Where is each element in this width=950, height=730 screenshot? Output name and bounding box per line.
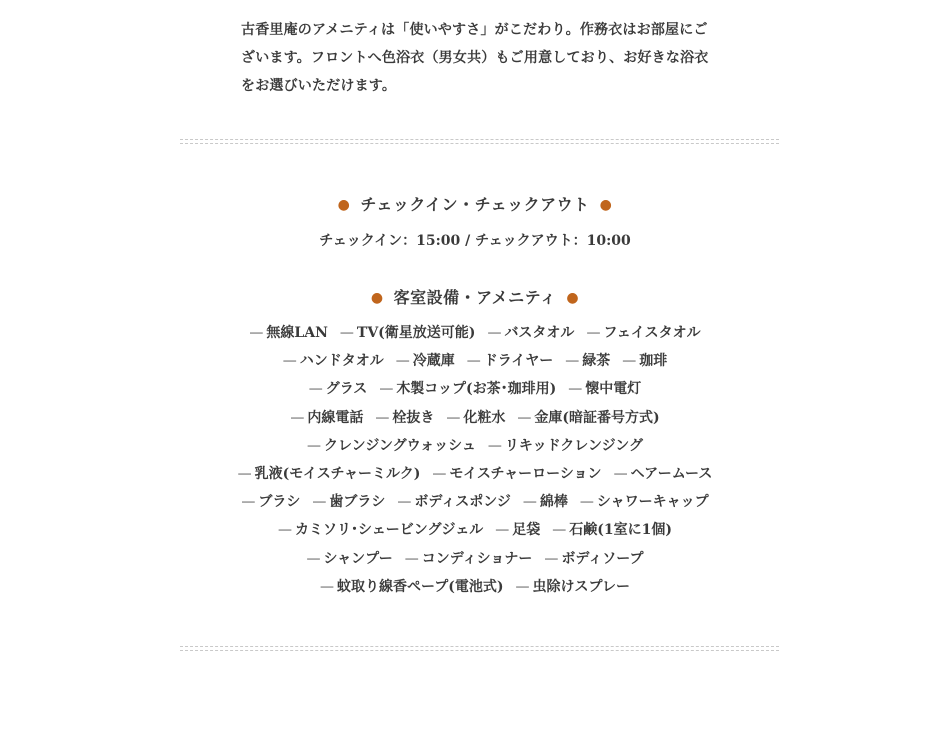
- amenity-label: ヘアームース: [630, 465, 713, 482]
- amenity-item: [375, 404, 434, 432]
- amenity-label: 乳液(モイスチャーミルク): [254, 465, 421, 482]
- amenity-label: 内線電話: [307, 409, 364, 426]
- amenity-item: [580, 488, 709, 516]
- amenity-item: [283, 347, 384, 375]
- amenity-row: [0, 460, 950, 488]
- amenity-label: 綿棒: [539, 494, 568, 511]
- amenity-label: 歯ブラシ: [329, 494, 386, 511]
- amenities-heading: [0, 285, 950, 308]
- amenity-label: ブラシ: [258, 494, 301, 511]
- amenity-item: [238, 460, 421, 488]
- amenity-label: グラス: [325, 381, 368, 398]
- amenity-item: [340, 319, 476, 347]
- dash-icon: —: [308, 381, 323, 398]
- dash-icon: —: [446, 409, 461, 426]
- amenity-label: 冷蔵庫: [412, 353, 455, 370]
- amenity-row: [0, 347, 950, 375]
- dash-icon: —: [395, 353, 410, 370]
- amenity-item: [278, 516, 483, 544]
- dash-icon: —: [487, 325, 502, 341]
- amenities-heading-text: 客室設備・アメニティ: [393, 288, 557, 307]
- amenity-row: [0, 375, 950, 403]
- amenity-item: [290, 404, 363, 432]
- amenity-row: [0, 573, 950, 601]
- amenity-item: [523, 488, 568, 516]
- dash-icon: —: [237, 465, 252, 482]
- amenity-item: [586, 319, 700, 347]
- checkin-heading: [0, 192, 950, 215]
- dash-icon: —: [466, 353, 481, 370]
- dash-icon: —: [375, 409, 390, 426]
- amenity-label: 足袋: [512, 522, 541, 539]
- amenity-label: 木製コップ(お茶･珈琲用): [396, 381, 557, 398]
- checkin-times: チェックイン：15:00 / チェックアウト：10:00: [319, 233, 631, 249]
- amenity-item: [495, 516, 540, 544]
- amenity-item: [379, 375, 556, 403]
- dash-icon: —: [282, 353, 297, 370]
- amenity-item: [320, 573, 504, 601]
- amenity-item: [622, 347, 667, 375]
- dash-icon: —: [487, 437, 502, 454]
- dash-icon: —: [552, 522, 567, 539]
- dash-icon: —: [432, 465, 447, 482]
- amenity-label: ドライヤー: [483, 353, 554, 370]
- dash-icon: —: [568, 381, 583, 398]
- amenity-label: ボディスポンジ: [414, 494, 511, 511]
- checkin-heading-text: チェックイン・チェックアウト: [360, 195, 590, 214]
- dash-icon: —: [517, 409, 532, 426]
- bullet-dot-icon: ●: [370, 290, 384, 306]
- amenity-item: [397, 488, 511, 516]
- dash-icon: —: [278, 522, 293, 539]
- amenity-label: シャンプー: [323, 550, 393, 567]
- amenity-label: 栓抜き: [392, 409, 435, 426]
- dash-icon: —: [565, 353, 580, 370]
- amenity-item: [249, 319, 328, 347]
- amenity-label: 化粧水: [463, 409, 506, 426]
- intro-line: ざいます。フロントへ色浴衣（男女共）もご用意しており、お好きな浴衣: [241, 50, 709, 66]
- dash-icon: —: [249, 325, 264, 341]
- dash-icon: —: [306, 550, 321, 567]
- dash-icon: —: [241, 494, 256, 511]
- amenity-label: TV(衛星放送可能): [356, 325, 476, 341]
- amenity-item: [516, 573, 630, 601]
- bullet-dot-icon: ●: [599, 197, 613, 213]
- intro-line: 古香里庵のアメニティは「使いやすさ」がこだわり。作務衣はお部屋にご: [241, 22, 708, 38]
- amenity-item: [568, 375, 641, 403]
- amenity-label: シャワーキャップ: [596, 494, 709, 511]
- dash-icon: —: [522, 494, 537, 511]
- amenity-item: [432, 460, 601, 488]
- amenity-label: 石鹸(1室に1個): [569, 522, 672, 539]
- dash-icon: —: [312, 494, 327, 511]
- intro-paragraph: [241, 16, 721, 100]
- amenities-list: [0, 319, 950, 601]
- dash-icon: —: [339, 325, 354, 341]
- amenity-label: コンディショナー: [421, 550, 533, 567]
- bullet-dot-icon: ●: [337, 197, 351, 213]
- amenity-item: [487, 319, 574, 347]
- amenity-row: [0, 488, 950, 516]
- dash-icon: —: [404, 550, 419, 567]
- amenity-item: [307, 432, 476, 460]
- dash-icon: —: [397, 494, 412, 511]
- dash-icon: —: [379, 381, 394, 398]
- dash-icon: —: [319, 578, 334, 595]
- amenity-item: [446, 404, 505, 432]
- dash-icon: —: [579, 494, 594, 511]
- amenity-label: ハンドタオル: [299, 353, 384, 370]
- amenity-label: バスタオル: [504, 325, 575, 341]
- amenity-row: [0, 516, 950, 544]
- amenity-item: [517, 404, 659, 432]
- amenity-item: [552, 516, 672, 544]
- amenity-label: 無線LAN: [266, 325, 328, 341]
- amenity-label: モイスチャーローション: [449, 465, 602, 482]
- amenity-item: [565, 347, 610, 375]
- amenity-item: [544, 545, 643, 573]
- amenity-label: 懐中電灯: [585, 381, 642, 398]
- amenity-label: フェイスタオル: [603, 325, 701, 341]
- amenity-item: [241, 488, 300, 516]
- amenity-row: [0, 432, 950, 460]
- amenity-label: 虫除けスプレー: [532, 578, 630, 595]
- dash-icon: —: [622, 353, 637, 370]
- amenity-item: [614, 460, 713, 488]
- amenity-item: [312, 488, 385, 516]
- amenity-label: 緑茶: [582, 353, 611, 370]
- amenity-label: リキッドクレンジング: [504, 437, 643, 454]
- amenity-item: [467, 347, 554, 375]
- dash-icon: —: [495, 522, 510, 539]
- amenity-label: 珈琲: [639, 353, 668, 370]
- dash-icon: —: [515, 578, 530, 595]
- amenity-row: [0, 404, 950, 432]
- amenity-item: [306, 545, 392, 573]
- amenity-row: [0, 319, 950, 347]
- amenity-label: 蚊取り線香ペープ(電池式): [336, 578, 504, 595]
- amenity-item: [396, 347, 455, 375]
- amenity-row: [0, 545, 950, 573]
- section-divider: [180, 139, 779, 144]
- dash-icon: —: [307, 437, 322, 454]
- amenity-label: クレンジングウォッシュ: [324, 437, 476, 454]
- amenity-item: [488, 432, 643, 460]
- bullet-dot-icon: ●: [566, 290, 580, 306]
- dash-icon: —: [586, 325, 601, 341]
- intro-line: をお選びいただけます。: [241, 78, 397, 94]
- dash-icon: —: [290, 409, 305, 426]
- amenity-label: カミソリ･シェービングジェル: [295, 522, 484, 539]
- dash-icon: —: [544, 550, 559, 567]
- section-divider: [180, 646, 779, 651]
- amenity-item: [309, 375, 368, 403]
- dash-icon: —: [613, 465, 628, 482]
- amenity-label: ボディソープ: [561, 550, 644, 567]
- amenity-item: [405, 545, 533, 573]
- amenity-label: 金庫(暗証番号方式): [534, 409, 660, 426]
